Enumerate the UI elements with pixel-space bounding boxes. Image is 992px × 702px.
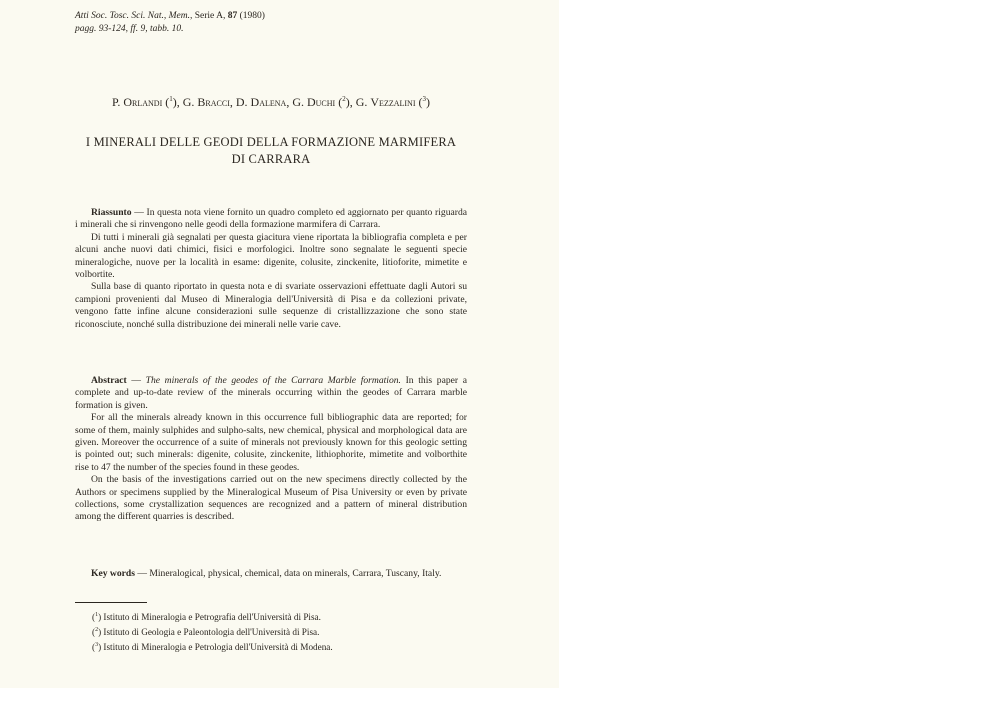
author: P. Orlandi ($^1$), — [112, 95, 180, 109]
author: G. Bracci, — [182, 95, 233, 109]
riassunto-section — [75, 207, 467, 331]
abstract-section — [75, 375, 467, 524]
journal-line-1: Atti Soc. Tosc. Sci. Nat., Mem., Serie A, 87 (1980) — [75, 11, 265, 21]
author-list — [75, 95, 467, 110]
riassunto-paragraph: Riassunto — In questa nota viene fornito un quadro completo ed aggiornato per quanto riguarda i minerali che si rinvengono nelle geodi della formazione marmifera di Carrara. — [75, 207, 467, 231]
keywords-paragraph: Key words — Mineralogical, physical, chemical, data on minerals, Carrara, Tuscany, Italy. — [91, 568, 442, 579]
keywords-section — [75, 568, 467, 580]
riassunto-paragraph: Sulla base di quanto riportato in questa nota e di svariate osservazioni effettuate dagli Autori su campioni provenienti dal Museo di Mineralogia dell'Università di Pisa e da collezioni private, vengono fatte infine alcune considerazioni sulle sequenze di cristallizzazione che sono state riconosciute, nonché sulla distribuzione dei minerali nelle varie cave. — [75, 281, 467, 330]
journal-citation — [75, 10, 265, 35]
abstract-title: The minerals of the geodes of the Carrara Marble formation. — [145, 375, 401, 386]
footnote-divider — [75, 602, 147, 603]
footnote: ($^2$) Istituto di Geologia e Paleontologia dell'Università di Pisa. — [92, 626, 320, 637]
riassunto-paragraph: Di tutti i minerali già segnalati per questa giacitura viene riportata la bibliografia completa e per alcuni anche nuovi dati chimici, fisici e morfologici. Inoltre sono segnalate le seguenti specie mineralogiche, nuove per la località in esame: digenite, colusite, zinckenite, litioforite, mimetite e volbortite. — [75, 231, 467, 281]
paper-title: I MINERALI DELLE GEODI DELLA FORMAZIONE MARMIFERA DI CARRARA — [85, 135, 457, 166]
journal-line-2: pagg. 93-124, ff. 9, tabb. 10. — [75, 23, 184, 34]
author: D. Dalena, — [235, 95, 290, 109]
footnotes — [92, 609, 472, 654]
author: G. Duchi ($^2$), — [292, 95, 353, 109]
footnote: ($^1$) Istituto di Mineralogia e Petrografia dell'Università di Pisa. — [92, 612, 321, 623]
abstract-paragraph: Abstract — The minerals of the geodes of the Carrara Marble formation. In this paper a complete and up-to-date review of the minerals occurring within the geodes of Carrara marble formation is given. — [75, 375, 467, 411]
abstract-paragraph: For all the minerals already known in this occurrence full bibliographic data are reported; for some of them, mainly sulphides and sulpho-salts, new chemical, physical and morphological data are given. Moreover the occurrence of a suite of minerals not previously known for this geologic setting is pointed out; such minerals: digenite, colusite, zinckenite, lithiophorite, mimetite and volborthite rise to 47 the number of the species found in these geodes. — [75, 412, 467, 473]
footnote: ($^3$) Istituto di Mineralogia e Petrologia dell'Università di Modena. — [92, 641, 333, 652]
keywords-label: Key words — [91, 568, 135, 579]
author: G. Vezzalini ($^3$) — [355, 95, 430, 109]
riassunto-label: Riassunto — [91, 207, 132, 218]
abstract-label: Abstract — [91, 375, 127, 386]
abstract-paragraph: On the basis of the investigations carried out on the new specimens directly collected by the Authors or specimens supplied by the Mineralogical Museum of Pisa University or even by private collections, some crystallization sequences are recognized and a pattern of mineral distribution among the different quarries is described. — [75, 474, 467, 523]
